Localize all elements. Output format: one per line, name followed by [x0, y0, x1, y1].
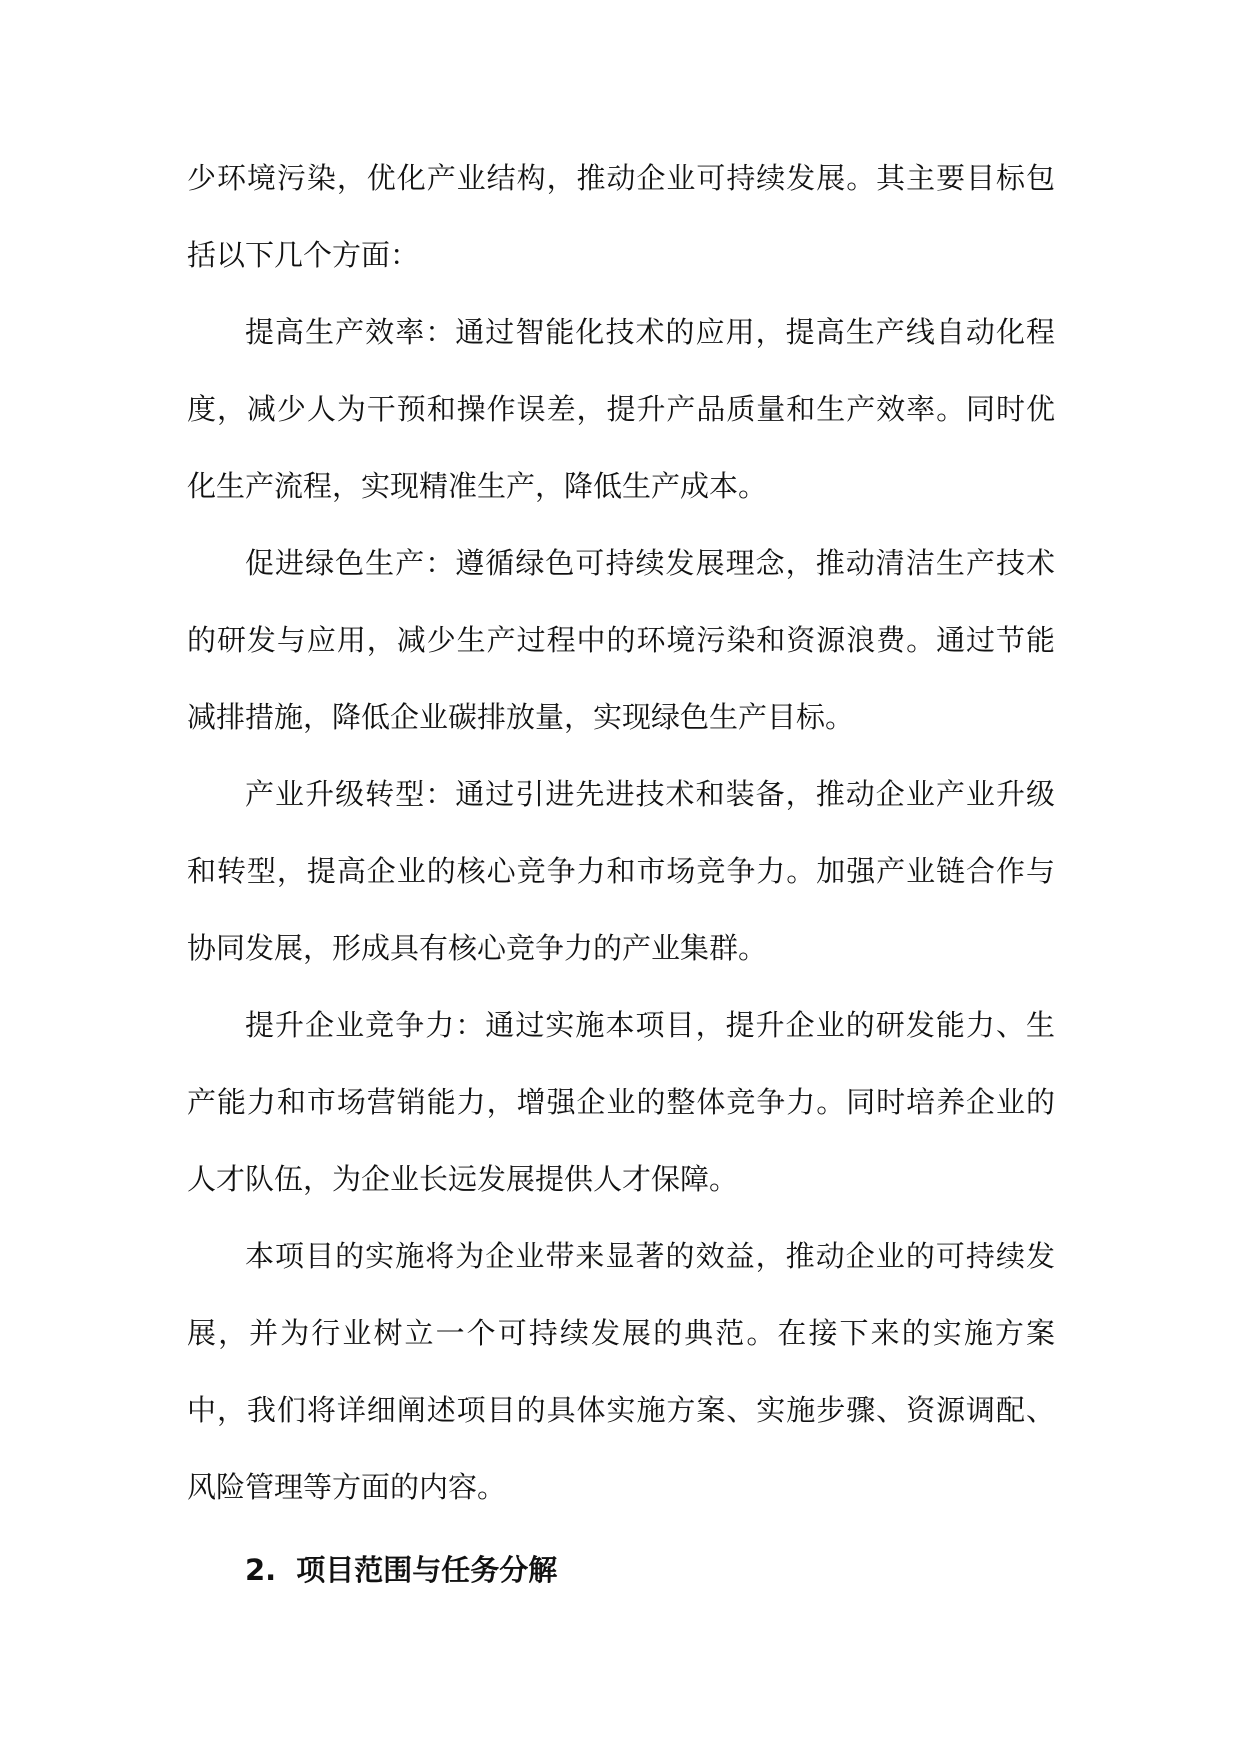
paragraph-intro-continued: 少环境污染，优化产业结构，推动企业可持续发展。其主要目标包括以下几个方面： — [187, 161, 1055, 272]
section-heading — [245, 1550, 557, 1590]
section-number: 2. — [245, 1553, 277, 1587]
paragraph-competitiveness: 提升企业竞争力：通过实施本项目，提升企业的研发能力、生产能力和市场营销能力，增强企业的整体竞争力。同时培养企业的人才队伍，为企业长远发展提供人才保障。 — [187, 1008, 1055, 1196]
paragraph-project-benefits: 本项目的实施将为企业带来显著的效益，推动企业的可持续发展，并为行业树立一个可持续发展的典范。在接下来的实施方案中，我们将详细阐述项目的具体实施方案、实施步骤、资源调配、风险管理等方面的内容。 — [187, 1239, 1055, 1504]
paragraph-production-efficiency: 提高生产效率：通过智能化技术的应用，提高生产线自动化程度，减少人为干预和操作误差，提升产品质量和生产效率。同时优化生产流程，实现精准生产，降低生产成本。 — [187, 315, 1055, 503]
paragraph-green-production: 促进绿色生产：遵循绿色可持续发展理念，推动清洁生产技术的研发与应用，减少生产过程中的环境污染和资源浪费。通过节能减排措施，降低企业碳排放量，实现绿色生产目标。 — [187, 546, 1055, 734]
paragraph-industry-upgrade: 产业升级转型：通过引进先进技术和装备，推动企业产业升级和转型，提高企业的核心竞争力和市场竞争力。加强产业链合作与协同发展，形成具有核心竞争力的产业集群。 — [187, 777, 1055, 965]
section-title: 项目范围与任务分解 — [296, 1553, 558, 1587]
body-text — [187, 140, 1055, 1526]
